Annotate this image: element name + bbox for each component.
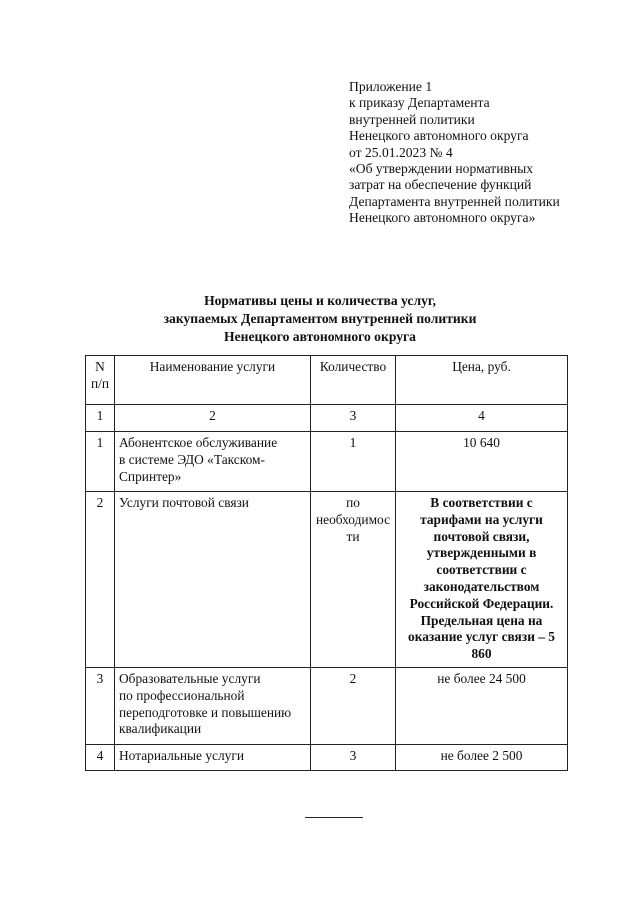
table-row	[86, 492, 568, 668]
appendix-line: затрат на обеспечение функций	[349, 177, 532, 193]
table-header-row	[86, 356, 568, 405]
row-num: 2	[86, 492, 115, 668]
index-cell: 3	[311, 405, 396, 432]
table-row	[86, 745, 568, 771]
appendix-header	[349, 79, 560, 227]
row-name: Абонентское обслуживание в системе ЭДО «Такском- Спринтер»	[115, 432, 311, 492]
row-price: не более 2 500	[396, 745, 568, 771]
index-cell: 4	[396, 405, 568, 432]
norms-table	[85, 355, 568, 771]
row-qty: 1	[311, 432, 396, 492]
header-qty: Количество	[311, 356, 396, 405]
title-line: закупаемых Департаментом внутренней политики	[163, 311, 477, 326]
appendix-line: к приказу Департамента	[349, 95, 490, 111]
row-price: не более 24 500	[396, 668, 568, 745]
title-line: Нормативы цены и количества услуг,	[204, 293, 436, 308]
row-name: Образовательные услуги по профессиональной переподготовке и повышению квалификации	[115, 668, 311, 745]
row-name: Нотариальные услуги	[115, 745, 311, 771]
row-price: В соответствии с тарифами на услуги почтовой связи, утвержденными в соответствии с законодательством Российской Федерации. Предельная цена на оказание услуг связи – 5 860	[396, 492, 568, 668]
row-num: 3	[86, 668, 115, 745]
row-price: 10 640	[396, 432, 568, 492]
appendix-line: Приложение 1	[349, 79, 433, 94]
end-divider	[305, 817, 363, 818]
row-num: 4	[86, 745, 115, 771]
row-name: Услуги почтовой связи	[115, 492, 311, 668]
appendix-line: от 25.01.2023 № 4	[349, 144, 453, 160]
document-title	[0, 292, 640, 346]
appendix-line: Ненецкого автономного округа»	[349, 210, 536, 226]
index-cell: 2	[115, 405, 311, 432]
header-name: Наименование услуги	[115, 356, 311, 405]
header-price: Цена, руб.	[396, 356, 568, 405]
title-line: Ненецкого автономного округа	[224, 329, 416, 344]
row-qty: 2	[311, 668, 396, 745]
table-row	[86, 668, 568, 745]
appendix-line: «Об утверждении нормативных	[349, 161, 534, 177]
table-index-row	[86, 405, 568, 432]
table-row	[86, 432, 568, 492]
row-qty: 3	[311, 745, 396, 771]
row-qty: по необходимос ти	[311, 492, 396, 668]
appendix-line: Ненецкого автономного округа	[349, 128, 529, 144]
header-num: N п/п	[86, 356, 115, 405]
row-num: 1	[86, 432, 115, 492]
appendix-line: Департамента внутренней политики	[349, 193, 560, 209]
index-cell: 1	[86, 405, 115, 432]
appendix-line: внутренней политики	[349, 111, 475, 127]
